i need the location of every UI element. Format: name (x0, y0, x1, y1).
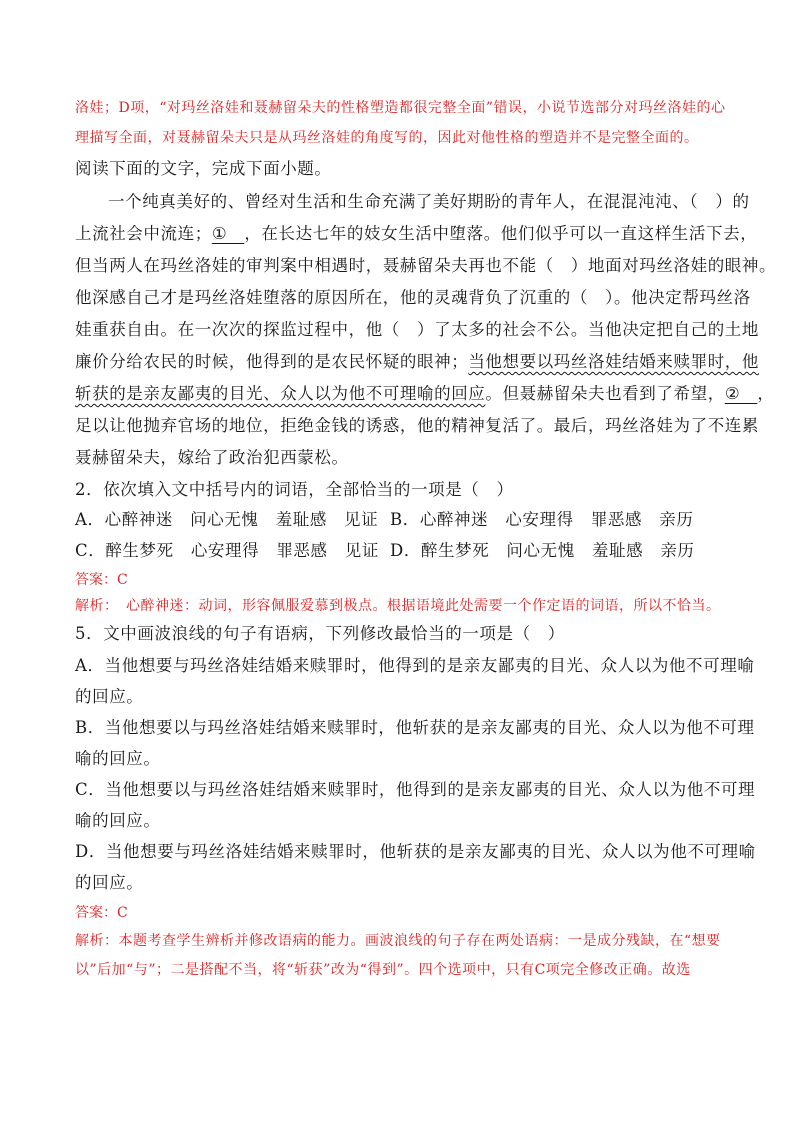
blank-1: ① (211, 224, 245, 243)
passage-text: 廉价分给农民的时候，他得到的是农民怀疑的眼神； (75, 352, 469, 371)
passage-line-2 (75, 220, 757, 244)
prev-analysis-line-2: 理描写全面，对聂赫留朵夫只是从玛丝洛娃的角度写的，因此对他性格的塑造并不是完整全面的。 (75, 130, 699, 146)
passage-line-6 (75, 348, 759, 372)
passage-text: 上流社会中流连； (75, 224, 212, 243)
wavy-underlined-sentence: 斩获的是亲友鄙夷的目光、众人以为他不可理喻的回应 (75, 384, 486, 403)
passage-text: ， (757, 384, 775, 403)
reading-instruction: 阅读下面的文字，完成下面小题。 (75, 159, 332, 178)
q5-option-c-line-1: C．当他想要以与玛丝洛娃结婚来赎罪时，他得到的是亲友鄙夷的目光、众人以为他不可理 (75, 780, 756, 799)
blank-2: ② (724, 384, 758, 403)
q5-option-d-line-2: 的回应。 (75, 873, 144, 892)
q5-option-b-line-1: B．当他想要以与玛丝洛娃结婚来赎罪时，他斩获的是亲友鄙夷的目光、众人以为他不可理 (75, 718, 755, 737)
q5-option-b-line-2: 喻的回应。 (75, 749, 161, 768)
passage-text: 。但聂赫留朵夫也看到了希望， (485, 384, 725, 403)
question-5-stem: 5．文中画波浪线的句子有语病，下列修改最恰当的一项是（ ） (75, 624, 565, 643)
passage-line-1: 一个纯真美好的、曾经对生活和生命充满了美好期盼的青年人，在混混沌沌、（ ）的 (108, 192, 750, 211)
q5-analysis-line-1: 解析：本题考查学生辨析并修改语病的能力。画波浪线的句子存在两处语病：一是成分残缺，在“想要 (75, 933, 721, 949)
q2-option-d: D．醉生梦死 问心无愧 羞耻感 亲历 (390, 541, 695, 560)
passage-line-4: 他深感自己才是玛丝洛娃堕落的原因所在，他的灵魂背负了沉重的（ ）。他决定帮玛丝洛 (75, 288, 751, 307)
prev-analysis-line-1: 洛娃；D项，“对玛丝洛娃和聂赫留朵夫的性格塑造都很完整全面”错误，小说节选部分对玛丝洛娃的心 (75, 100, 726, 116)
passage-line-7 (75, 380, 774, 404)
q2-answer: 答案：C (75, 572, 128, 588)
passage-line-9: 聂赫留朵夫，嫁给了政治犯西蒙松。 (75, 448, 349, 467)
question-2-stem: 2．依次填入文中括号内的词语，全部恰当的一项是（ ） (75, 480, 514, 499)
q2-option-a: A．心醉神迷 问心无愧 羞耻感 见证 (75, 510, 379, 529)
q5-option-a-line-2: 的回应。 (75, 687, 144, 706)
passage-line-8: 足以让他抛弃官场的地位，拒绝金钱的诱惑，他的精神复活了。最后，玛丝洛娃为了不连累 (75, 416, 759, 435)
q5-option-d-line-1: D．当他想要与玛丝洛娃结婚来赎罪时，他斩获的是亲友鄙夷的目光、众人以为他不可理喻 (75, 842, 756, 861)
q5-option-a-line-1: A．当他想要与玛丝洛娃结婚来赎罪时，他得到的是亲友鄙夷的目光、众人以为他不可理喻 (75, 656, 755, 675)
passage-line-3: 但当两人在玛丝洛娃的审判案中相遇时，聂赫留朵夫再也不能（ ）地面对玛丝洛娃的眼神。 (75, 256, 777, 275)
q2-option-c: C．醉生梦死 心安理得 罪恶感 见证 (75, 541, 379, 560)
wavy-underlined-sentence: 当他想要以玛丝洛娃结婚来赎罪时，他 (468, 352, 760, 371)
q2-analysis: 解析： 心醉神迷：动词，形容佩服爱慕到极点。根据语境此处需要一个作定语的词语，所以不恰当。 (75, 598, 721, 614)
passage-text: ，在长达七年的妓女生活中堕落。他们似乎可以一直这样生活下去， (244, 224, 758, 243)
q5-analysis-line-2: 以”后加“与”；二是搭配不当，将“斩获”改为“得到”。四个选项中，只有C项完全修改正确。故选 (75, 962, 691, 978)
q2-option-b: B．心醉神迷 心安理得 罪恶感 亲历 (390, 510, 694, 529)
q5-option-c-line-2: 喻的回应。 (75, 811, 161, 830)
q5-answer: 答案：C (75, 905, 128, 921)
passage-line-5: 娃重获自由。在一次次的探监过程中，他（ ）了太多的社会不公。当他决定把自己的土地 (75, 320, 759, 339)
